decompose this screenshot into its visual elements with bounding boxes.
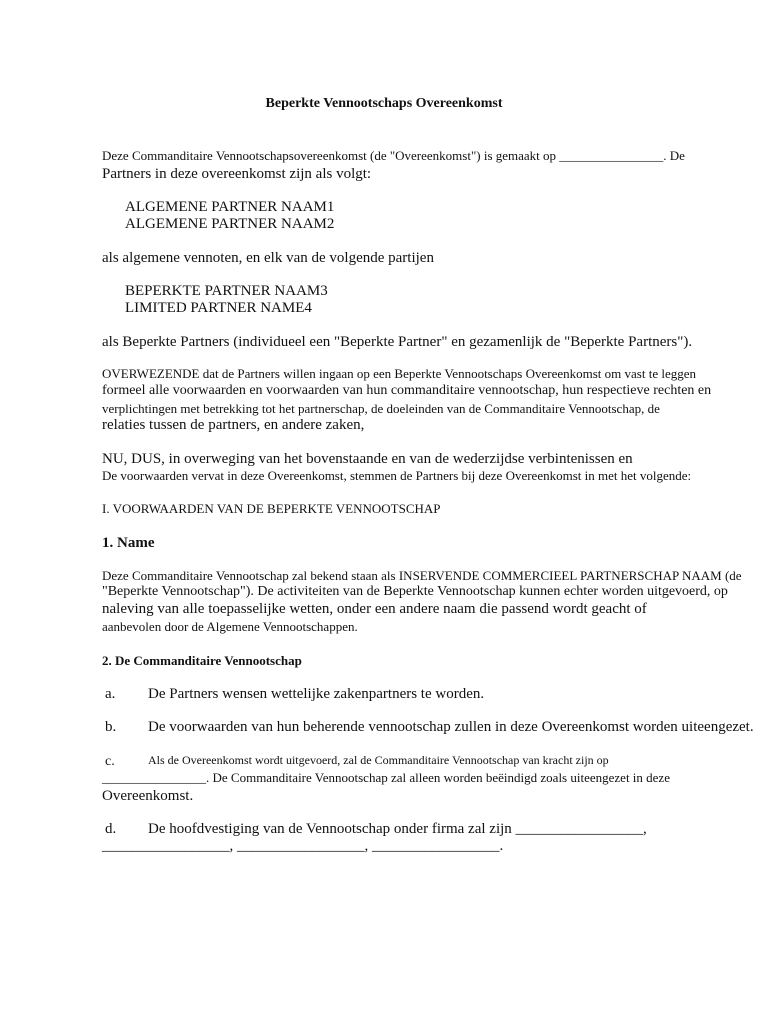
- name-text-line-4: aanbevolen door de Algemene Vennootschappen.: [102, 619, 358, 634]
- item-d-label: d.: [105, 821, 117, 837]
- therefore-line-1: NU, DUS, in overweging van het bovenstaande en van de wederzijdse verbintenissen en: [102, 451, 633, 467]
- section-heading: I. VOORWAARDEN VAN DE BEPERKTE VENNOOTSCHAP: [102, 501, 441, 516]
- whereas-line-2: formeel alle voorwaarden en voorwaarden van hun commanditaire vennootschap, hun respectieve rechten en: [102, 383, 712, 398]
- whereas-line-4: relaties tussen de partners, en andere zaken,: [102, 417, 365, 433]
- general-partner-1: ALGEMENE PARTNER NAAM1: [125, 199, 335, 215]
- limited-partner-1: BEPERKTE PARTNER NAAM3: [125, 283, 328, 299]
- item-d-text-2: _________________, _________________, _________________.: [102, 838, 504, 854]
- cv-heading: 2. De Commanditaire Vennootschap: [102, 653, 302, 668]
- item-b-text: De voorwaarden van hun beherende vennootschap zullen in deze Overeenkomst worden uiteengezet.: [148, 719, 754, 735]
- name-heading: 1. Name: [102, 535, 155, 551]
- item-a-text: De Partners wensen wettelijke zakenpartners te worden.: [148, 686, 485, 702]
- name-text-line-3: naleving van alle toepasselijke wetten, onder een andere naam die passend wordt geacht of: [102, 601, 647, 617]
- item-c-text-1: Als de Overeenkomst wordt uitgevoerd, zal de Commanditaire Vennootschap van kracht zijn op: [148, 753, 609, 767]
- therefore-line-2: De voorwaarden vervat in deze Overeenkomst, stemmen de Partners bij deze Overeenkomst in met het volgende:: [102, 468, 692, 483]
- document-title: Beperkte Vennootschaps Overeenkomst: [265, 96, 503, 111]
- name-text-line-1: Deze Commanditaire Vennootschap zal bekend staan als INSERVENDE COMMERCIEEL PARTNERSCHAP NAAM (de: [102, 568, 742, 583]
- intro-line-2: Partners in deze overeenkomst zijn als volgt:: [102, 166, 372, 182]
- item-c-label: c.: [105, 754, 115, 769]
- item-c-text-3: Overeenkomst.: [102, 788, 194, 804]
- whereas-line-3: verplichtingen met betrekking tot het partnerschap, de doeleinden van de Commanditaire Vennootschap, de: [102, 401, 660, 416]
- whereas-line-1: OVERWEZENDE dat de Partners willen ingaan op een Beperkte Vennootschaps Overeenkomst om vast te leggen: [102, 366, 696, 381]
- item-d-text-1: De hoofdvestiging van de Vennootschap onder firma zal zijn _________________,: [148, 821, 647, 837]
- item-c-text-2: ________________. De Commanditaire Vennootschap zal alleen worden beëindigd zoals uiteengezet in deze: [102, 770, 670, 785]
- item-b-label: b.: [105, 719, 117, 735]
- general-partner-2: ALGEMENE PARTNER NAAM2: [125, 216, 335, 232]
- limited-partners-caption: als Beperkte Partners (individueel een "Beperkte Partner" en gezamenlijk de "Beperkte Partners").: [102, 334, 693, 350]
- item-a-label: a.: [105, 686, 116, 702]
- general-partners-caption: als algemene vennoten, en elk van de volgende partijen: [102, 250, 434, 266]
- name-text-line-2: "Beperkte Vennootschap"). De activiteiten van de Beperkte Vennootschap kunnen echter worden uitgevoerd, op: [102, 584, 728, 599]
- intro-line-1: Deze Commanditaire Vennootschapsovereenkomst (de "Overeenkomst") is gemaakt op ________________. De: [102, 148, 685, 163]
- limited-partner-2: LIMITED PARTNER NAME4: [125, 300, 312, 316]
